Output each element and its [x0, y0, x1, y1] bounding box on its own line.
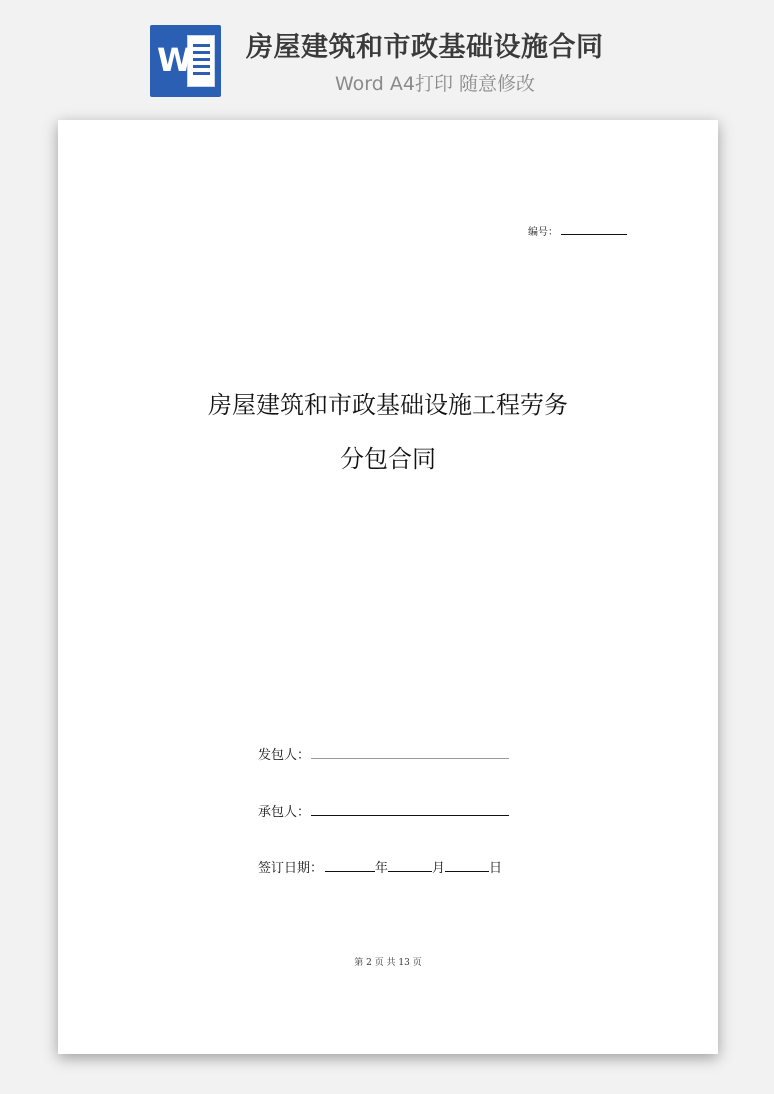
document-title-line-2: 分包合同: [340, 445, 436, 473]
document-page: [58, 120, 718, 1054]
serial-number-blank: [561, 224, 627, 235]
month-blank: [388, 859, 432, 872]
serial-number-field: [528, 224, 627, 240]
contractor-blank: [311, 803, 509, 816]
word-letter: W: [157, 41, 193, 79]
word-document-icon: [150, 25, 221, 97]
contractor-label: 承包人：: [258, 805, 311, 820]
header: [0, 0, 774, 110]
sign-date-field: [258, 859, 502, 879]
employer-label: 发包人：: [258, 748, 311, 763]
serial-number-label: 编号：: [528, 227, 558, 238]
header-title: 房屋建筑和市政基础设施合同: [246, 32, 604, 63]
employer-field: [258, 746, 509, 766]
document-title-line-1: 房屋建筑和市政基础设施工程劳务: [208, 391, 568, 419]
page-footer: 第 2 页 共 13 页: [354, 958, 422, 968]
year-label: 年: [375, 861, 389, 876]
year-blank: [325, 859, 375, 872]
header-subtitle: Word A4打印 随意修改: [334, 73, 535, 95]
sign-date-label: 签订日期：: [258, 861, 324, 876]
month-label: 月: [432, 861, 446, 876]
day-blank: [445, 859, 489, 872]
day-label: 日: [489, 861, 503, 876]
employer-blank: [311, 746, 509, 759]
contractor-field: [258, 803, 509, 823]
